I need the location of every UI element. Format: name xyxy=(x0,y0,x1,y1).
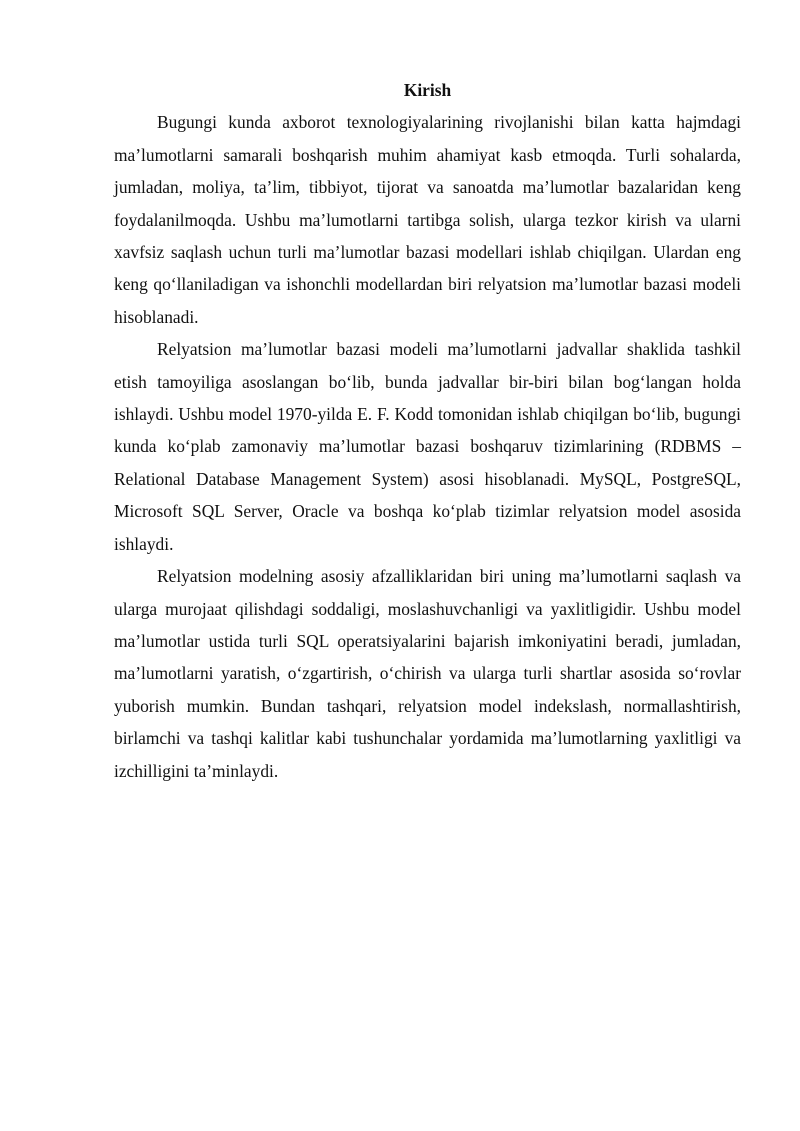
paragraph-advantages: Relyatsion modelning asosiy afzalliklaridan biri uning ma’lumotlarni saqlash va ularga murojaat qilishdagi soddaligi, moslashuvchanligi va yaxlitligidir. Ushbu model ma’lumotlar ustida turli SQL operatsiyalarini bajarish imkoniyatini beradi, jumladan, ma’lumotlarni yaratish, o‘zgartirish, o‘chirish va ularga turli shartlar asosida so‘rovlar yuborish mumkin. Bundan tashqari, relyatsion model indekslash, normallashtirish, birlamchi va tashqi kalitlar kabi tushunchalar yordamida ma’lumotlarning yaxlitligi va izchilligini ta’minlaydi. xyxy=(114,566,741,781)
document-body xyxy=(114,74,741,787)
paragraph-intro: Bugungi kunda axborot texnologiyalarining rivojlanishi bilan katta hajmdagi ma’lumotlarni samarali boshqarish muhim ahamiyat kasb etmoqda. Turli sohalarda, jumladan, moliya, ta’lim, tibbiyot, tijorat va sanoatda ma’lumotlar bazalaridan keng foydalanilmoqda. Ushbu ma’lumotlarni tartibga solish, ularga tezkor kirish va ularni xavfsiz saqlash uchun turli ma’lumotlar bazasi modellari ishlab chiqilgan. Ulardan eng keng qo‘llaniladigan va ishonchli modellardan biri relyatsion ma’lumotlar bazasi modeli hisoblanadi. xyxy=(114,112,741,327)
paragraph-relational-model: Relyatsion ma’lumotlar bazasi modeli ma’lumotlarni jadvallar shaklida tashkil etish tamoyiliga asoslangan bo‘lib, bunda jadvallar bir-biri bilan bog‘langan holda ishlaydi. Ushbu model 1970-yilda E. F. Kodd tomonidan ishlab chiqilgan bo‘lib, bugungi kunda ko‘plab zamonaviy ma’lumotlar bazasi boshqaruv tizimlarining (RDBMS – Relational Database Management System) asosi hisoblanadi. MySQL, PostgreSQL, Microsoft SQL Server, Oracle va boshqa ko‘plab tizimlar relyatsion model asosida ishlaydi. xyxy=(114,339,741,554)
page-title: Kirish xyxy=(403,80,452,100)
